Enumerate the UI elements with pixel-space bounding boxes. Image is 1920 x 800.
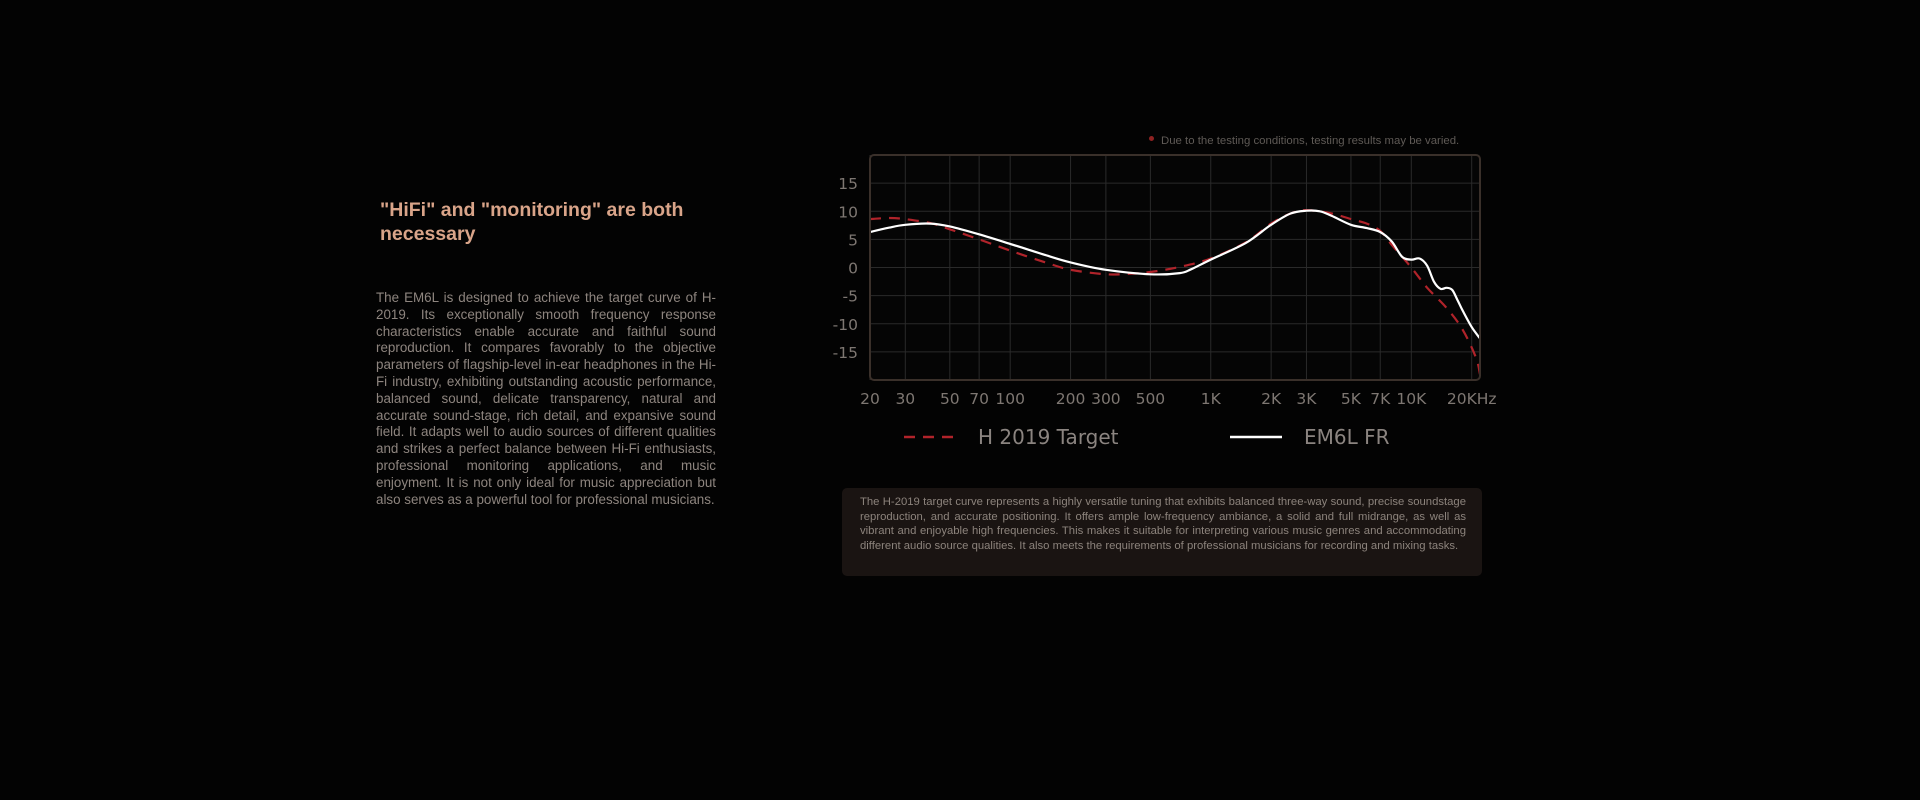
x-tick-label: 50 (939, 390, 960, 408)
y-tick-label: -15 (832, 343, 858, 362)
x-axis-ticks (860, 390, 1496, 408)
x-tick-label: 20KHz (1446, 390, 1497, 408)
x-tick-label: 20 (860, 390, 880, 408)
intro-heading: "HiFi" and "monitoring" are both necessary (380, 199, 684, 245)
y-tick-label: -10 (832, 315, 858, 334)
x-tick-label: 2K (1261, 390, 1282, 408)
y-tick-label: 10 (838, 203, 858, 222)
legend-label-fr: EM6L FR (1304, 425, 1390, 449)
x-tick-label: 100 (995, 390, 1025, 408)
y-axis-ticks (833, 175, 858, 362)
legend (904, 425, 1390, 449)
x-tick-label: 70 (969, 390, 989, 408)
description-text: The H-2019 target curve represents a highly versatile tuning that exhibits balanced three-way sound, precise soundstage reproduction, and accurate positioning. It offers ample low-frequency ambiance, a solid and full midrange, as well as vibrant and enjoyable high frequencies. This makes it suitable for interpreting various music genres and accommodating different audio source qualities. It also meets the requirements of professional musicians for recording and mixing tasks. (860, 496, 1466, 552)
x-tick-label: 3K (1296, 390, 1317, 408)
x-tick-label: 5K (1340, 390, 1361, 408)
x-tick-label: 1K (1200, 390, 1221, 408)
x-tick-label: 10K (1396, 390, 1427, 408)
x-tick-label: 500 (1135, 390, 1166, 408)
x-tick-label: 7K (1370, 390, 1391, 408)
x-tick-label: 30 (895, 390, 916, 408)
intro-body: The EM6L is designed to achieve the target curve of H-2019. Its exceptionally smooth frequency response characteristics enable accurate and faithful sound reproduction. It compares favorably to the objective parameters of flagship-level in-ear headphones in the Hi-Fi industry, exhibiting outstanding acoustic performance, balanced sound, delicate transparency, natural and accurate sound-stage, rich detail, and expansive sound field. It adapts well to audio sources of different qualities and strikes a perfect balance between Hi-Fi enthusiasts, professional monitoring applications, and music enjoyment. It is not only ideal for music appreciation but also serves as a powerful tool for professional musicians. (376, 290, 716, 507)
description-box (842, 488, 1482, 576)
chart-note-text: Due to the testing conditions, testing results may be varied. (1161, 135, 1460, 147)
y-tick-label: 5 (848, 231, 858, 250)
y-tick-label: 0 (848, 259, 858, 278)
y-tick-label: 15 (838, 175, 858, 194)
y-tick-label: -5 (842, 287, 858, 306)
x-tick-label: 300 (1091, 390, 1121, 408)
x-tick-label: 200 (1055, 390, 1086, 408)
legend-label-target: H 2019 Target (978, 425, 1119, 449)
